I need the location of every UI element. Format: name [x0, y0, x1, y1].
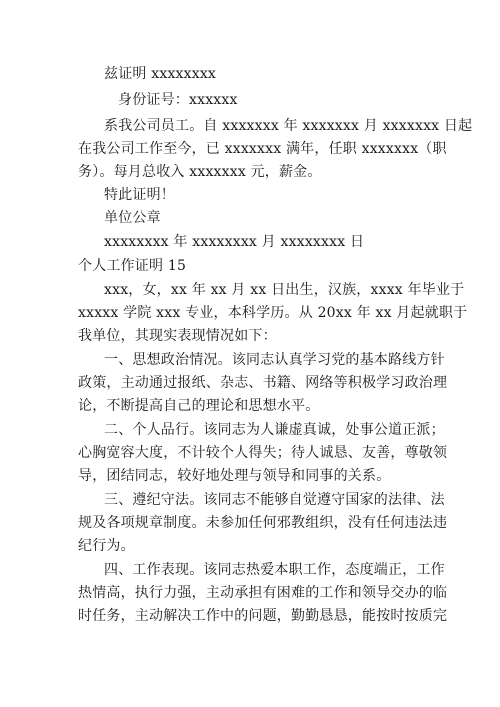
body-line: 我单位，其现实表现情况如下： — [78, 328, 277, 344]
body-line: 三、遵纪守法。该同志不能够自觉遵守国家的法律、法 — [104, 492, 445, 508]
body-line: 导，团结同志，较好地处理与领导和同事的关系。 — [78, 468, 391, 484]
body-line: 政策，主动通过报纸、杂志、书籍、网络等积极学习政治理 — [78, 375, 448, 391]
body-line: xxx，女，xx 年 xx 月 xx 日出生，汉族，xxxx 年毕业于 — [104, 282, 465, 298]
id-number-line: 身份证号：xxxxxx — [118, 92, 238, 108]
date-line: xxxxxxxx 年 xxxxxxxx 月 xxxxxxxx 日 — [104, 234, 365, 250]
body-line: 心胸宽容大度，不计较个人得失；待人诚恳、友善，尊敬领 — [78, 445, 448, 461]
body-line: xxxxx 学院 xxx 专业，本科学历。从 20xx 年 xx 月起就职于 — [78, 305, 468, 321]
body-line: 规及各项规章制度。未参加任何邪教组织，没有任何违法违 — [78, 515, 448, 531]
body-line: 一、思想政治情况。该同志认真学习党的基本路线方针 — [104, 352, 445, 368]
body-line: 论，不断提高自己的理论和思想水平。 — [78, 398, 320, 414]
unit-seal-label: 单位公章 — [104, 210, 161, 226]
body-line: 时任务，主动解决工作中的问题，勤勤恳恳，能按时按质完 — [78, 608, 448, 624]
closing-line: 特此证明！ — [104, 187, 175, 203]
certificate-opening-line: 兹证明 xxxxxxxx — [104, 66, 217, 82]
body-line: 纪行为。 — [78, 538, 135, 554]
employment-text-line-3: 务）。每月总收入 xxxxxxx 元，薪金。 — [78, 164, 322, 180]
employment-text-line-2: 在我公司工作至今，已 xxxxxxx 满年，任职 xxxxxxx（职 — [78, 141, 447, 157]
body-line: 四、工作表现。该同志热爱本职工作，态度端正，工作 — [104, 562, 445, 578]
body-line: 热情高，执行力强，主动承担有困难的工作和领导交办的临 — [78, 585, 448, 601]
section-heading: 个人工作证明 15 — [78, 258, 187, 274]
body-line: 二、个人品行。该同志为人谦虚真诚，处事公道正派； — [104, 422, 445, 438]
employment-text-line-1: 系我公司员工。自 xxxxxxx 年 xxxxxxx 月 xxxxxxx 日起 — [104, 118, 473, 134]
